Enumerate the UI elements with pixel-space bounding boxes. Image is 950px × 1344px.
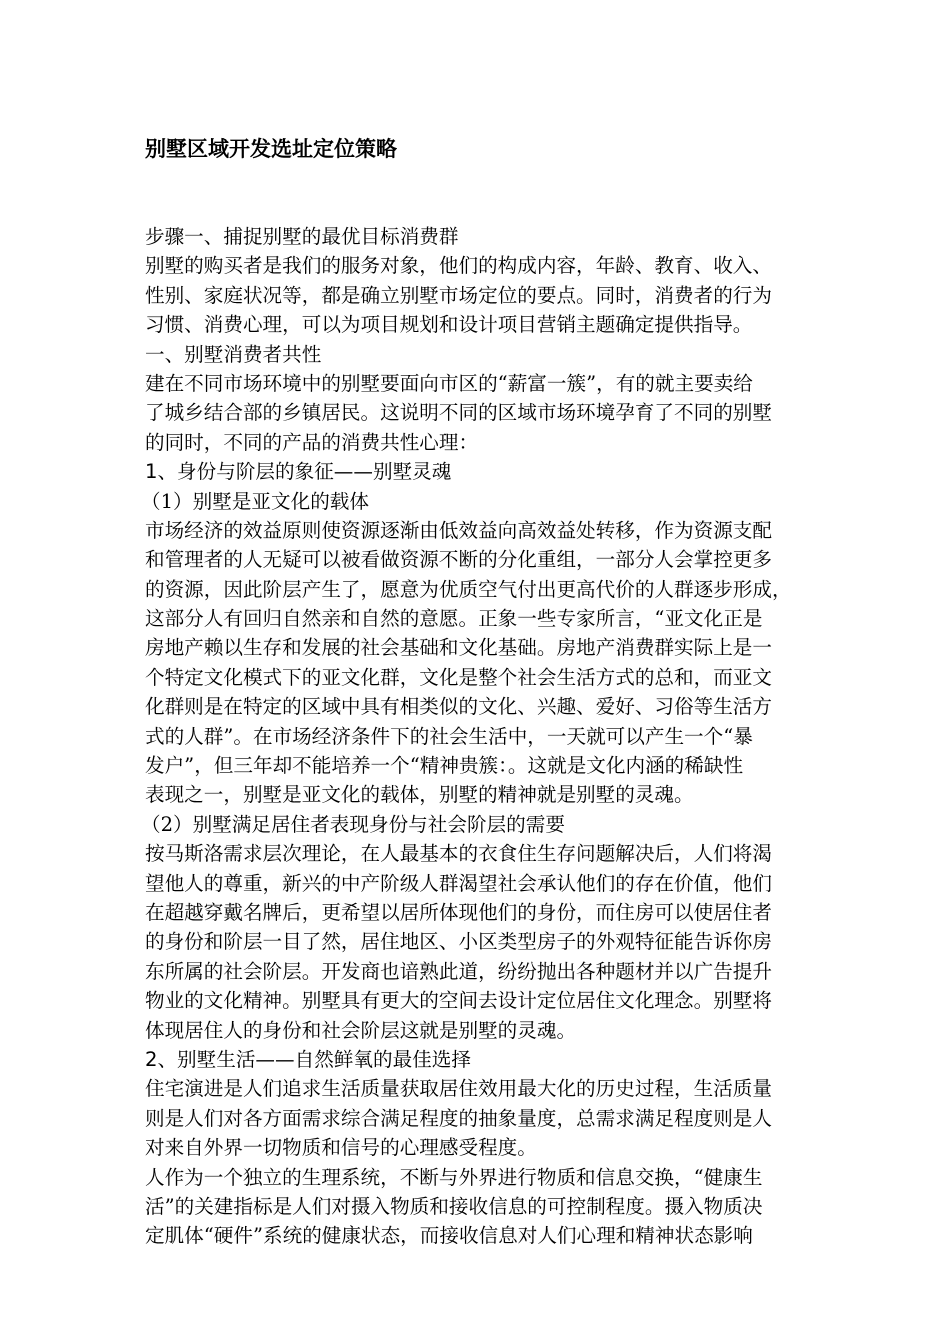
paragraph-line: 在超越穿戴名牌后，更希望以居所体现他们的身份，而住房可以使居住者 <box>145 900 772 924</box>
paragraph-line: 人作为一个独立的生理系统，不断与外界进行物质和信息交换，“健康生 <box>145 1165 763 1189</box>
paragraph-line: 按马斯洛需求层次理论，在人最基本的衣食住生存问题解决后，人们将渴 <box>145 842 772 866</box>
paragraph-line: 东所属的社会阶层。开发商也谙熟此道，纷纷抛出各种题材并以广告提升 <box>145 959 772 983</box>
subsection-heading: 2、别墅生活——自然鲜氧的最佳选择 <box>145 1047 471 1071</box>
paragraph-line: 性别、家庭状况等，都是确立别墅市场定位的要点。同时，消费者的行为 <box>145 283 772 307</box>
paragraph-line: 对来自外界一切物质和信号的心理感受程度。 <box>145 1136 537 1160</box>
paragraph-line: 望他人的尊重，新兴的中产阶级人群渴望社会承认他们的存在价值，他们 <box>145 871 772 895</box>
paragraph-line: 表现之一，别墅是亚文化的载体，别墅的精神就是别墅的灵魂。 <box>145 783 694 807</box>
sub-item-heading: （2）别墅满足居住者表现身份与社会阶层的需要 <box>141 812 565 836</box>
paragraph-line: 建在不同市场环境中的别墅要面向市区的“薪富一簇”，有的就主要卖给 <box>145 371 753 395</box>
paragraph-line: 的同时，不同的产品的消费共性心理： <box>145 430 479 454</box>
paragraph-line: 个特定文化模式下的亚文化群，文化是整个社会生活方式的总和，而亚文 <box>145 665 772 689</box>
step-heading: 步骤一、捕捉别墅的最优目标消费群 <box>145 225 459 248</box>
document-title: 别墅区域开发选址定位策略 <box>145 137 397 161</box>
paragraph-line: 习惯、消费心理，可以为项目规划和设计项目营销主题确定提供指导。 <box>145 313 753 337</box>
paragraph-line: 定肌体“硬件”系统的健康状态，而接收信息对人们心理和精神状态影响 <box>145 1224 753 1248</box>
paragraph-line: 物业的文化精神。别墅具有更大的空间去设计定位居住文化理念。别墅将 <box>145 989 772 1013</box>
paragraph-line: 住宅演进是人们追求生活质量获取居住效用最大化的历史过程，生活质量 <box>145 1077 772 1101</box>
paragraph-line: 市场经济的效益原则使资源逐渐由低效益向高效益处转移，作为资源支配 <box>145 518 772 542</box>
paragraph-line: 式的人群”。在市场经济条件下的社会生活中，一天就可以产生一个“暴 <box>145 724 753 748</box>
paragraph-line: 体现居住人的身份和社会阶层这就是别墅的灵魂。 <box>145 1018 577 1042</box>
paragraph-line: 化群则是在特定的区域中具有相类似的文化、兴趣、爱好、习俗等生活方 <box>145 695 772 719</box>
paragraph-line: 别墅的购买者是我们的服务对象，他们的构成内容，年龄、教育、收入、 <box>145 254 772 278</box>
paragraph-line: 的身份和阶层一目了然，居住地区、小区类型房子的外观特征能告诉你房 <box>145 930 772 954</box>
paragraph-line: 的资源，因此阶层产生了，愿意为优质空气付出更高代价的人群逐步形成， <box>145 577 792 601</box>
document-body <box>141 222 865 1251</box>
sub-item-heading: （1）别墅是亚文化的载体 <box>141 489 369 513</box>
paragraph-line: 发户”，但三年却不能培养一个“精神贵簇：。这就是文化内涵的稀缺性 <box>145 754 744 778</box>
paragraph-line: 房地产赖以生存和发展的社会基础和文化基础。房地产消费群实际上是一 <box>145 636 772 660</box>
paragraph-line: 了城乡结合部的乡镇居民。这说明不同的区域市场环境孕育了不同的别墅 <box>145 401 772 425</box>
paragraph-line: 活”的关建指标是人们对摄入物质和接收信息的可控制程度。摄入物质决 <box>145 1194 763 1218</box>
paragraph-line: 这部分人有回归自然亲和自然的意愿。正象一些专家所言，“亚文化正是 <box>145 607 763 631</box>
paragraph-line: 则是人们对各方面需求综合满足程度的抽象量度，总需求满足程度则是人 <box>145 1106 772 1130</box>
section-heading: 一、别墅消费者共性 <box>145 342 322 366</box>
subsection-heading: 1、身份与阶层的象征——别墅灵魂 <box>145 460 452 484</box>
paragraph-line: 和管理者的人无疑可以被看做资源不断的分化重组，一部分人会掌控更多 <box>145 548 772 572</box>
